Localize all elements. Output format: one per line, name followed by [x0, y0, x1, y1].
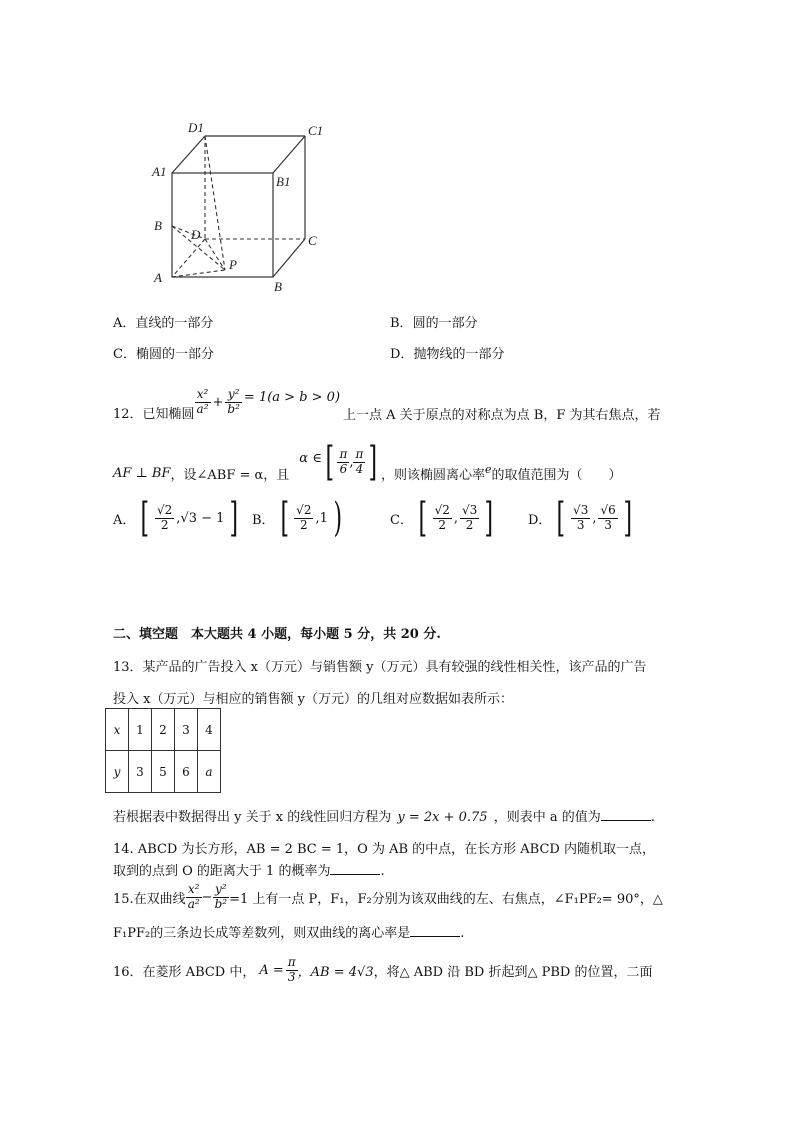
table-cell: 2: [152, 709, 175, 751]
answer-blank[interactable]: [410, 924, 460, 937]
table-cell: 3: [175, 709, 198, 751]
q13-data-table: [105, 708, 221, 793]
q13-line2: 投入 x（万元）与相应的销售额 y（万元）的几组对应数据如表所示：: [113, 692, 513, 707]
label-c1: C1: [308, 123, 324, 138]
q13-line3: 若根据表中数据得出 y 关于 x 的线性回归方程为 y = 2x + 0.75 ，则表中 a 的值为 .: [113, 810, 655, 825]
table-cell: a: [198, 751, 221, 793]
table-cell: 3: [129, 751, 152, 793]
table-cell: y: [106, 751, 129, 793]
label-c: C: [308, 233, 317, 248]
table-row: [106, 709, 221, 751]
q11-option-d: D．抛物线的一部分: [390, 347, 505, 362]
cube-figure: [150, 118, 340, 298]
q12-option-d: D． [ $\frac{√3}{3}$ , $\frac{√6}{3}$ ]: [528, 495, 632, 541]
label-p: P: [229, 257, 237, 272]
q15-line2: F₁PF₂的三条边长成等差数列，则双曲线的离心率是 .: [113, 926, 465, 941]
answer-blank[interactable]: [601, 808, 651, 821]
label-b-left: B: [154, 218, 162, 233]
q14-line1: 14. ABCD 为长方形，AB = 2 BC = 1，O 为 AB 的中点，在长方形 ABCD 内随机取一点，: [113, 842, 655, 857]
label-b: B: [274, 279, 282, 294]
label-a: A: [154, 270, 162, 285]
label-b1: B1: [276, 174, 291, 189]
table-cell: 5: [152, 751, 175, 793]
q14-line2: 取到的点到 O 的距离大于 1 的概率为 .: [113, 864, 385, 879]
answer-blank[interactable]: [330, 862, 380, 875]
label-d1: D1: [188, 120, 204, 135]
section-heading-fill-in: 二、填空题 本大题共 4 小题，每小题 5 分，共 20 分.: [113, 627, 441, 642]
table-cell: 1: [129, 709, 152, 751]
q13-line1: 13．某产品的广告投入 x（万元）与销售额 y（万元）具有较强的线性相关性，该产品的广告: [113, 660, 647, 675]
table-cell: x: [106, 709, 129, 751]
q12-option-a: A． [ $\frac{√2}{2}$ ,√3 − 1 ]: [113, 495, 239, 541]
label-d: D: [191, 227, 201, 242]
table-row: [106, 751, 221, 793]
q12-option-b: B． [ $\frac{√2}{2}$ ,1 ): [252, 495, 342, 541]
label-a1: A1: [152, 164, 167, 179]
q15-line1: 15.在双曲线 $\frac{\text{x²}}{\text{a²}}$ − $\frac{\text{y²}}{\text{b²}}$ =1 上有一点 P，F₁，F₂分别为该双曲线的左、右焦点，∠F₁PF₂= 90°，△: [113, 882, 663, 911]
q11-option-a: A．直线的一部分: [113, 316, 214, 331]
q12-stem-line1-text: 上一点 A 关于原点的对称点为点 B，F 为其右焦点，若: [343, 408, 661, 423]
table-cell: 4: [198, 709, 221, 751]
q16-line1: 16．在菱形 ABCD 中， A = $\frac{\pi}{3}$ ，AB = 4√3 ，将△ ABD 沿 BD 折起到△ PBD 的位置，二面: [113, 955, 653, 984]
q11-option-c: C．椭圆的一部分: [113, 347, 214, 362]
table-cell: 6: [175, 751, 198, 793]
q12-option-c: C． [ $\frac{√2}{2}$ , $\frac{√3}{2}$ ]: [390, 495, 494, 541]
q12-stem-line2: AF ⊥ BF ，设∠ABF = α ，且 α ∈ [ $\frac{\pi}{6}$ , $\frac{\pi}{4}$ ] ，则该椭圆离心率 e 的取值范围为（ ）: [113, 439, 622, 485]
q12-stem-line1: 12．已知椭圆 $\frac{\text{x²}}{\text{a²}}$ + $\frac{\text{y²}}{\text{b²}}$ = 1(a > b > 0): [113, 387, 341, 422]
q11-option-b: B．圆的一部分: [390, 316, 478, 331]
